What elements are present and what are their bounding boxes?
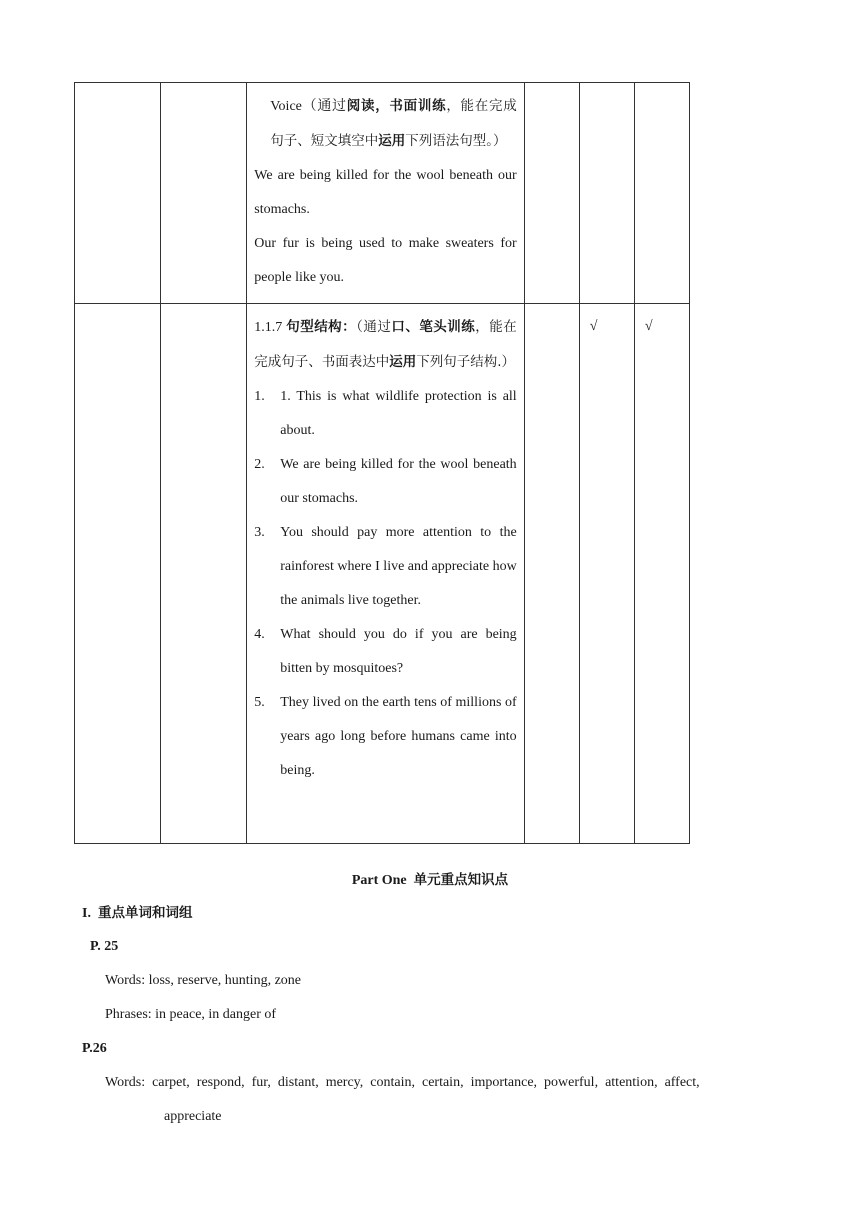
example-sentence: Our fur is being used to make sweaters for people like you. — [254, 236, 517, 285]
check-mark: √ — [589, 319, 598, 334]
objectives-table — [74, 82, 690, 844]
table-cell — [524, 83, 579, 304]
table-cell — [524, 304, 579, 844]
table-cell — [161, 304, 247, 844]
sentence-structure-cell — [247, 304, 524, 844]
p25-phrases: Phrases: in peace, in danger of — [105, 1007, 277, 1022]
section-heading: I. 重点单词和词组 — [82, 905, 193, 921]
check-cell — [579, 304, 634, 844]
check-cell — [634, 304, 689, 844]
p26-words: Words: carpet, respond, fur, distant, mercy, contain, certain, importance, powerful, attention, affect, — [105, 1075, 700, 1090]
check-mark: √ — [644, 319, 653, 334]
list-item: 5. They lived on the earth tens of millions of years ago long before humans came into being. — [254, 695, 517, 778]
table-cell — [75, 304, 161, 844]
page-label-p25: P. 25 — [90, 939, 119, 954]
sentence-structure-intro: 1.1.7 句型结构：（通过口、笔头训练，能在完成句子、书面表达中运用下列句子结构.） — [254, 319, 517, 370]
p25-words: Words: loss, reserve, hunting, zone — [105, 973, 301, 988]
table-cell — [634, 83, 689, 304]
grammar-cell — [247, 83, 524, 304]
table-row — [75, 304, 690, 844]
page-label-p26: P.26 — [82, 1041, 107, 1056]
list-item: 1. 1. This is what wildlife protection is all about. — [254, 389, 517, 438]
list-item: 4. What should you do if you are being bitten by mosquitoes? — [254, 627, 517, 676]
example-sentence: We are being killed for the wool beneath our stomachs. — [254, 168, 517, 217]
list-item: 3. You should pay more attention to the rainforest where I live and appreciate how the animals live together. — [254, 525, 517, 608]
table-cell — [75, 83, 161, 304]
part-one-title: Part One 单元重点知识点 — [351, 872, 509, 888]
list-item: 2. We are being killed for the wool beneath our stomachs. — [254, 457, 517, 506]
table-cell — [579, 83, 634, 304]
sentence-list — [254, 380, 516, 788]
table-cell — [161, 83, 247, 304]
voice-paragraph: Voice（通过阅读，书面训练，能在完成句子、短文填空中运用下列语法句型。） — [270, 98, 517, 149]
table-row — [75, 83, 690, 304]
p26-words-continued: appreciate — [164, 1109, 222, 1124]
